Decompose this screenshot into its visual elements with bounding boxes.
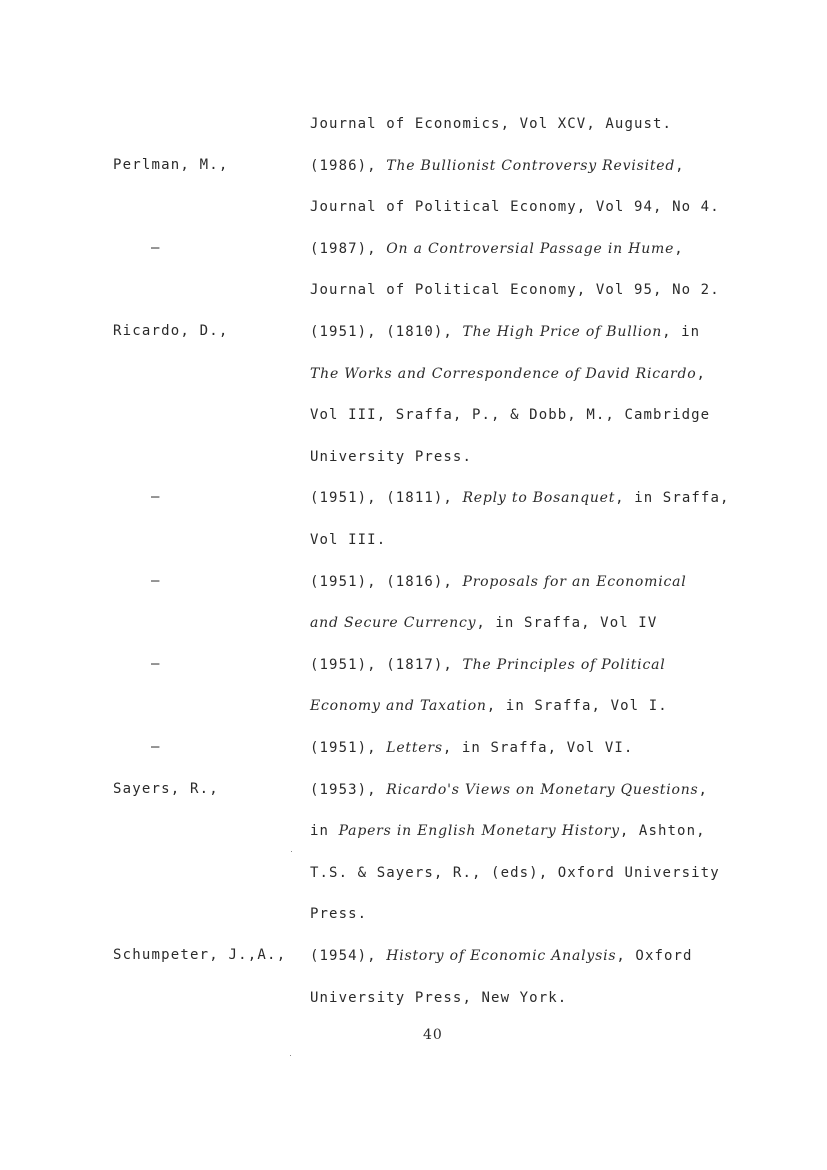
reference-segment: Vol III. bbox=[310, 531, 387, 548]
reference-segment: , in bbox=[662, 324, 701, 340]
author-ditto-dash: – bbox=[151, 239, 161, 256]
reference-author: Perlman, M., bbox=[113, 156, 229, 173]
reference-line bbox=[310, 822, 750, 864]
reference-line bbox=[310, 573, 750, 615]
page-number: 40 bbox=[423, 1027, 443, 1043]
reference-text bbox=[310, 739, 750, 781]
italic-title: Papers in English Monetary History bbox=[338, 823, 620, 840]
scan-speck bbox=[290, 1055, 291, 1056]
reference-segment: , in Sraffa, Vol I. bbox=[486, 698, 668, 715]
reference-text bbox=[310, 489, 750, 572]
reference-segment: Journal of Political Economy, Vol 94, No 4. bbox=[310, 199, 720, 216]
reference-text bbox=[310, 157, 750, 240]
reference-line bbox=[310, 115, 750, 157]
reference-line bbox=[310, 989, 750, 1031]
reference-segment: (1951), bbox=[310, 740, 387, 756]
reference-segment: Press. bbox=[310, 906, 368, 923]
reference-segment: (1951), (1817), bbox=[310, 656, 463, 673]
scan-speck bbox=[291, 851, 292, 852]
reference-segment: T.S. & Sayers, R., (eds), Oxford University bbox=[310, 864, 720, 881]
reference-text bbox=[310, 947, 750, 1030]
italic-title: Ricardo's Views on Monetary Questions bbox=[386, 781, 699, 798]
reference-segment: University Press, New York. bbox=[310, 989, 568, 1006]
reference-line bbox=[310, 240, 750, 282]
reference-line bbox=[310, 323, 750, 365]
italic-title: History of Economic Analysis bbox=[386, 948, 617, 964]
reference-text bbox=[310, 781, 750, 947]
reference-line bbox=[310, 489, 750, 531]
reference-segment: (1987), bbox=[310, 240, 387, 257]
reference-line bbox=[310, 406, 750, 448]
reference-author: Schumpeter, J.,A., bbox=[113, 947, 287, 963]
reference-line bbox=[310, 905, 750, 947]
italic-title: The High Price of Bullion bbox=[462, 324, 663, 340]
reference-line bbox=[310, 864, 750, 906]
reference-line bbox=[310, 198, 750, 240]
reference-segment: , Oxford bbox=[616, 948, 693, 964]
reference-segment: Vol III, Sraffa, P., & Dobb, M., Cambridge bbox=[310, 407, 711, 424]
reference-author: Sayers, R., bbox=[113, 780, 219, 797]
italic-title: Letters bbox=[386, 740, 443, 756]
reference-author: Ricardo, D., bbox=[113, 323, 229, 339]
reference-segment: University Press. bbox=[310, 448, 472, 465]
reference-segment: (1951), (1811), bbox=[310, 490, 463, 507]
reference-line bbox=[310, 365, 750, 407]
italic-title: The Works and Correspondence of David Ricardo bbox=[310, 365, 697, 382]
author-ditto-dash: – bbox=[151, 489, 161, 506]
reference-segment: (1954), bbox=[310, 948, 387, 964]
reference-line bbox=[310, 947, 750, 989]
reference-segment: (1953), bbox=[310, 781, 387, 798]
reference-segment: Journal of Political Economy, Vol 95, No 2. bbox=[310, 282, 720, 299]
reference-segment: Journal of Economics, Vol XCV, August. bbox=[310, 116, 673, 132]
reference-segment: , bbox=[696, 365, 707, 382]
reference-line bbox=[310, 697, 750, 739]
italic-title: Economy and Taxation bbox=[310, 698, 487, 715]
italic-title: Reply to Bosanquet bbox=[462, 490, 616, 507]
reference-text bbox=[310, 323, 750, 489]
reference-line bbox=[310, 781, 750, 823]
reference-line bbox=[310, 157, 750, 199]
italic-title: On a Controversial Passage in Hume bbox=[386, 240, 675, 257]
reference-text bbox=[310, 115, 750, 157]
author-ditto-dash: – bbox=[151, 572, 161, 589]
italic-title: The Bullionist Controversy Revisited bbox=[386, 157, 676, 174]
reference-segment: (1951), (1816), bbox=[310, 573, 463, 590]
italic-title: The Principles of Political bbox=[462, 656, 666, 673]
reference-segment: (1951), (1810), bbox=[310, 324, 463, 340]
reference-segment: , in Sraffa, Vol IV bbox=[476, 615, 658, 632]
reference-segment: , in Sraffa, Vol VI. bbox=[442, 740, 634, 756]
reference-segment: , bbox=[675, 157, 685, 174]
italic-title: Proposals for an Economical bbox=[462, 573, 687, 590]
reference-line bbox=[310, 281, 750, 323]
italic-title: and Secure Currency bbox=[310, 615, 477, 632]
author-ditto-dash: – bbox=[151, 739, 161, 755]
reference-text bbox=[310, 656, 750, 739]
reference-segment: in bbox=[310, 823, 339, 840]
reference-segment: , bbox=[698, 781, 709, 798]
reference-segment: , bbox=[674, 240, 684, 257]
reference-line bbox=[310, 739, 750, 781]
reference-text bbox=[310, 240, 750, 323]
reference-line bbox=[310, 448, 750, 490]
reference-segment: , in Sraffa, bbox=[615, 490, 730, 507]
reference-segment: (1986), bbox=[310, 157, 387, 174]
author-ditto-dash: – bbox=[151, 655, 161, 672]
reference-line bbox=[310, 614, 750, 656]
reference-text bbox=[310, 573, 750, 656]
reference-line bbox=[310, 656, 750, 698]
reference-line bbox=[310, 531, 750, 573]
reference-segment: , Ashton, bbox=[619, 823, 706, 840]
